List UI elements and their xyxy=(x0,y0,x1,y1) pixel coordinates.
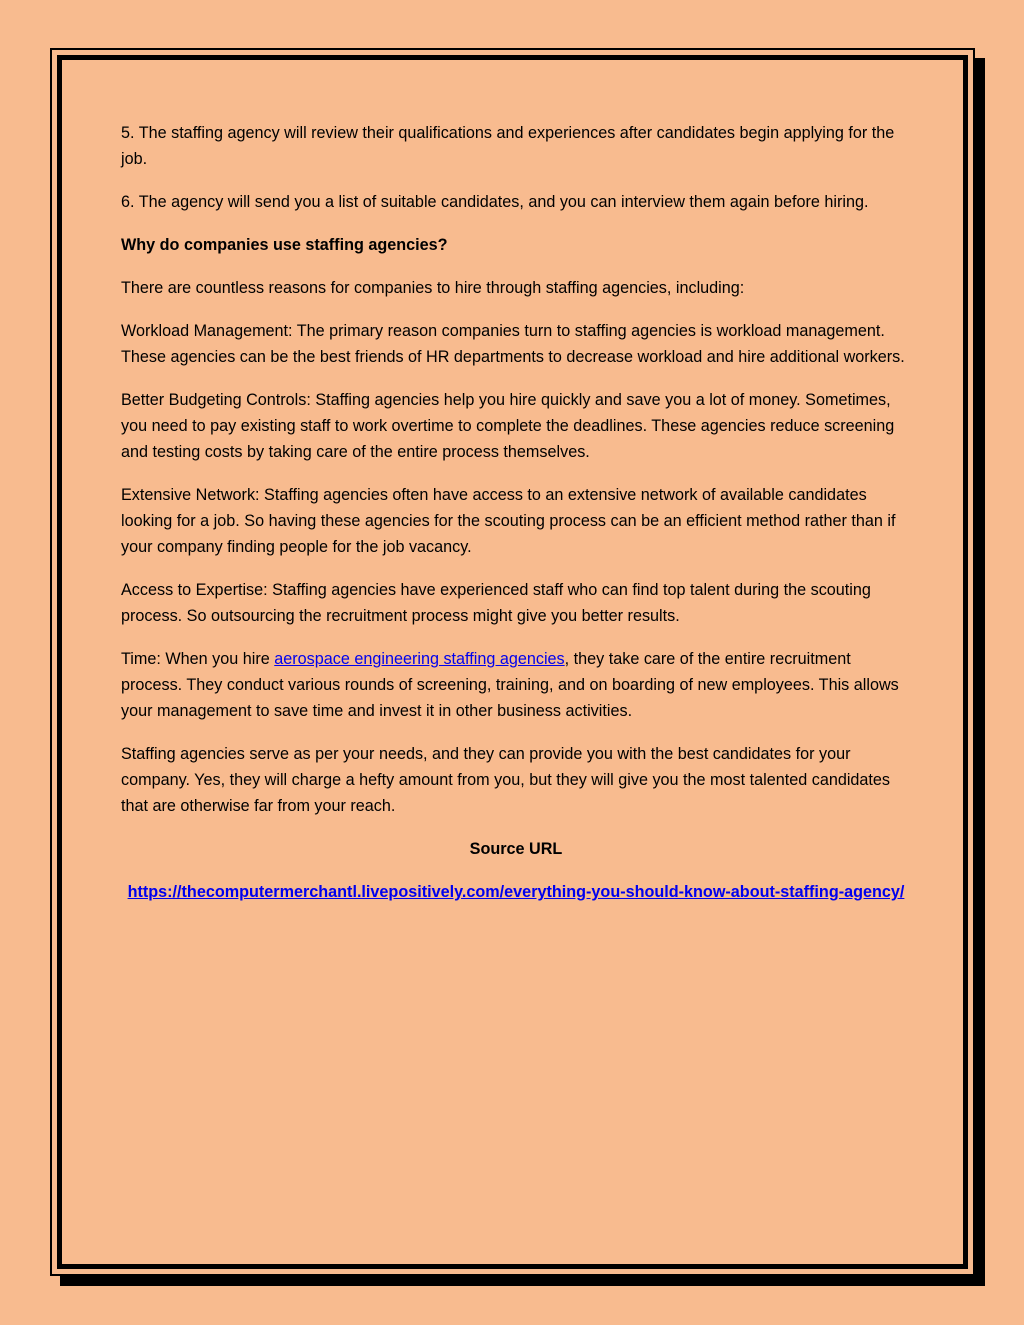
closing-paragraph: Staffing agencies serve as per your needs, and they can provide you with the best candidates for your company. Yes, they will charge a hefty amount from you, but they will give you the most talented candidates that are otherwise far from your reach. xyxy=(121,745,891,815)
time-paragraph xyxy=(121,646,911,724)
time-text-before: Time: When you hire xyxy=(121,650,275,668)
workload-paragraph: Workload Management: The primary reason companies turn to staffing agencies is workload management. These agencies can be the best friends of HR departments to decrease workload and hire additional workers. xyxy=(121,322,905,366)
expertise-paragraph: Access to Expertise: Staffing agencies have experienced staff who can find top talent during the scouting process. So outsourcing the recruitment process might give you better results. xyxy=(121,581,871,625)
time-text-after: , they take care of the entire recruitment process. They conduct various rounds of screening, training, and on boarding of new employees. This allows your management to save time and invest it in other business activities. xyxy=(121,650,899,720)
network-paragraph: Extensive Network: Staffing agencies often have access to an extensive network of available candidates looking for a job. So having these agencies for the scouting process can be an efficient method rather than if your company finding people for the job vacancy. xyxy=(121,486,896,556)
source-url-label: Source URL xyxy=(469,840,563,858)
section-heading: Why do companies use staffing agencies? xyxy=(121,236,448,254)
source-url-container xyxy=(121,879,911,905)
budgeting-paragraph: Better Budgeting Controls: Staffing agencies help you hire quickly and save you a lot of money. Sometimes, you need to pay existing staff to work overtime to complete the deadlines. These agencies reduce screening and testing costs by taking care of the entire process themselves. xyxy=(121,391,895,461)
source-url-link[interactable]: https://thecomputermerchantl.livepositively.com/everything-you-should-know-about-staffing-agency/ xyxy=(127,883,905,901)
step-6-paragraph: 6. The agency will send you a list of suitable candidates, and you can interview them again before hiring. xyxy=(121,193,869,211)
aerospace-staffing-link[interactable]: aerospace engineering staffing agencies xyxy=(274,650,565,668)
step-5-paragraph: 5. The staffing agency will review their qualifications and experiences after candidates begin applying for the job. xyxy=(121,124,895,168)
intro-paragraph: There are countless reasons for companies to hire through staffing agencies, including: xyxy=(121,279,745,297)
document-body xyxy=(121,120,911,922)
